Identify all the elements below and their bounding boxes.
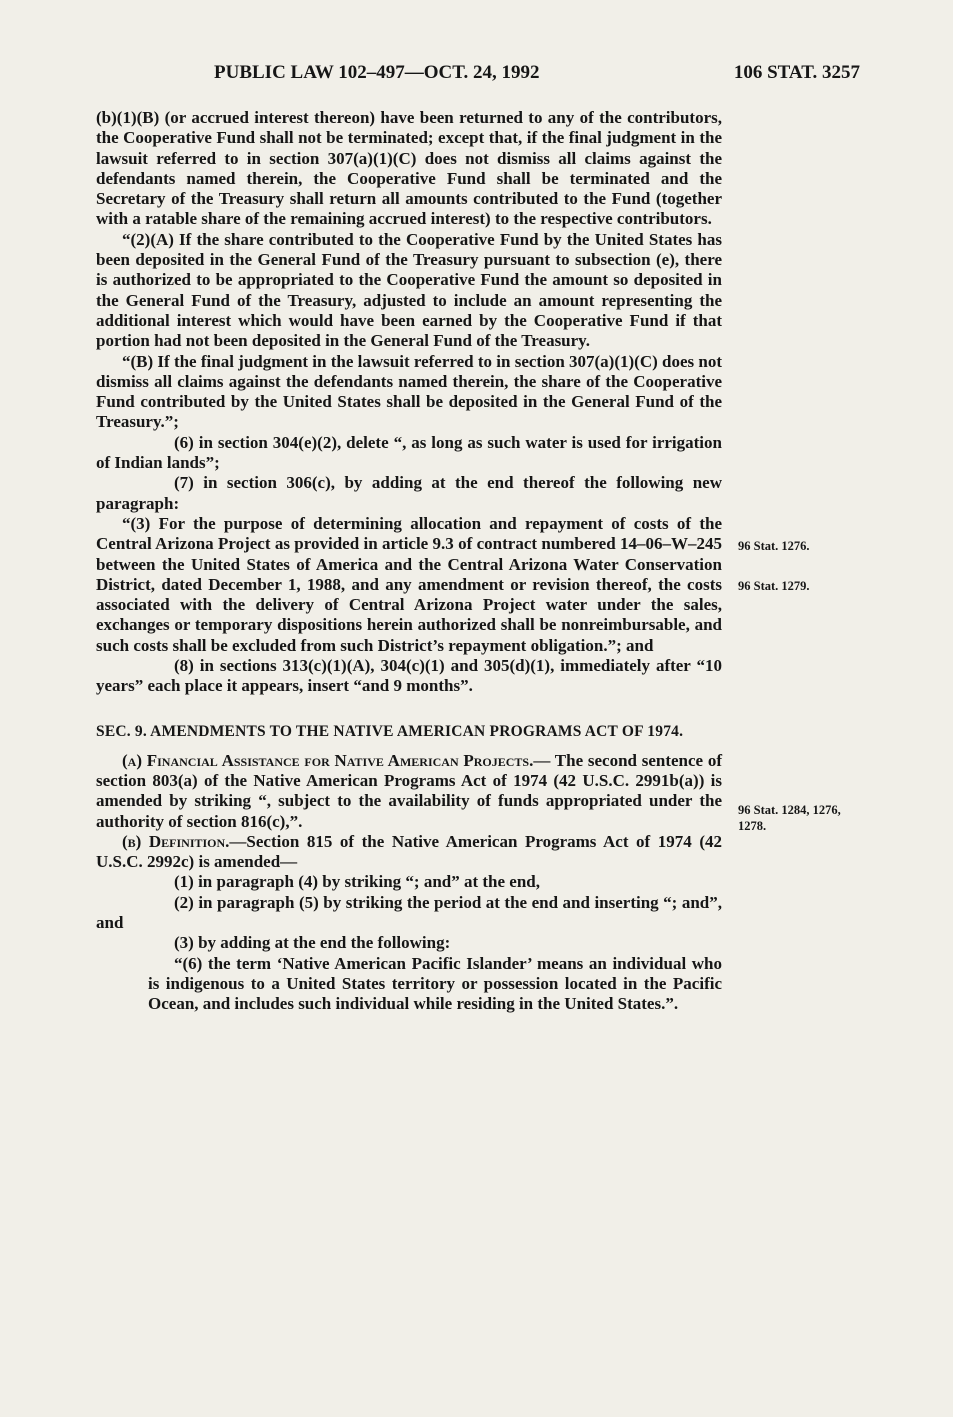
paragraph-2b: “(B) If the final judgment in the lawsuit referred to in section 307(a)(1)(C) does not dismiss all claims against the defendants named therein, the share of the Cooperative Fund contributed by the United States shall be deposited in the General Fund of the Treasury.”; [96, 351, 722, 432]
running-head-title: PUBLIC LAW 102–497—OCT. 24, 1992 [214, 62, 540, 83]
item-2: (2) in paragraph (5) by striking the period at the end and inserting “; and”, and [96, 892, 722, 932]
subsection-a-heading: (a) Financial Assistance for Native American Projects.— [122, 750, 551, 770]
section-heading: SEC. 9. AMENDMENTS TO THE NATIVE AMERICAN PROGRAMS ACT OF 1974. [96, 722, 684, 740]
running-head [96, 62, 860, 88]
margin-note-1: 96 Stat. 1276. [738, 539, 810, 553]
item-7: (7) in section 306(c), by adding at the end thereof the following new paragraph: [96, 473, 722, 513]
subsection-b-heading: (b) Definition.— [122, 831, 247, 851]
margin-note-2: 96 Stat. 1279. [738, 579, 810, 593]
body-text [96, 108, 722, 1014]
subsection-b-text: Section 815 of the Native American Programs Act of 1974 (42 U.S.C. 2992c) is amended— [96, 831, 722, 872]
item-8: (8) in sections 313(c)(1)(A), 304(c)(1) and 305(d)(1), immediately after “10 years” each place it appears, insert “and 9 months”. [96, 656, 722, 696]
item-3: (3) by adding at the end the following: [174, 933, 451, 953]
paragraph-2a: “(2)(A) If the share contributed to the Cooperative Fund by the United States has been deposited in the General Fund of the Treasury pursuant to subsection (e), there is authorized to be appropriated to the Cooperative Fund the amount so deposited in the General Fund of the Treasury, adjusted to include an amount representing the additional interest which would have been earned by the Cooperative Fund if that portion had not been deposited in the General Fund of the Treasury. [96, 229, 722, 351]
margin-note-3: 96 Stat. 1284, 1276, 1278. [738, 803, 841, 833]
subsection-a [96, 751, 722, 832]
page-number: 106 STAT. 3257 [733, 62, 860, 83]
subsection-a-text: The second sentence of section 803(a) of the Native American Programs Act of 1974 (42 U.S.C. 2991b(a)) is amended by striking “, subject to the availability of funds appropriated under the authority of section 816(c),”. [96, 750, 723, 831]
definition-6: “(6) the term ‘Native American Pacific Islander’ means an individual who is indigenous to a United States territory or possession located in the Pacific Ocean, and includes such individual while residing in the United States.”. [148, 953, 722, 1014]
subsection-b [96, 832, 722, 873]
item-1: (1) in paragraph (4) by striking “; and” at the end, [174, 872, 541, 892]
paragraph-3: “(3) For the purpose of determining allocation and repayment of costs of the Central Arizona Project as provided in article 9.3 of contract numbered 14–06–W–245 between the United States of America and the Central Arizona Water Conservation District, dated December 1, 1988, and any amendment or revision thereof, the costs associated with the delivery of Central Arizona Project water under the sales, exchanges or temporary dispositions herein authorized shall be nonreimbursable, and such costs shall be excluded from such District’s repayment obligation.”; and [96, 513, 722, 655]
paragraph-continuation: (b)(1)(B) (or accrued interest thereon) have been returned to any of the contributors, the Cooperative Fund shall not be terminated; except that, if the final judgment in the lawsuit referred to in section 307(a)(1)(C) does not dismiss all claims against the defendants named therein, the Cooperative Fund shall be terminated and the Secretary of the Treasury shall return all amounts contributed to the Fund (together with a ratable share of the remaining accrued interest) to the respective contributors. [96, 108, 722, 229]
item-6: (6) in section 304(e)(2), delete “, as long as such water is used for irrigation of Indian lands”; [96, 432, 722, 473]
